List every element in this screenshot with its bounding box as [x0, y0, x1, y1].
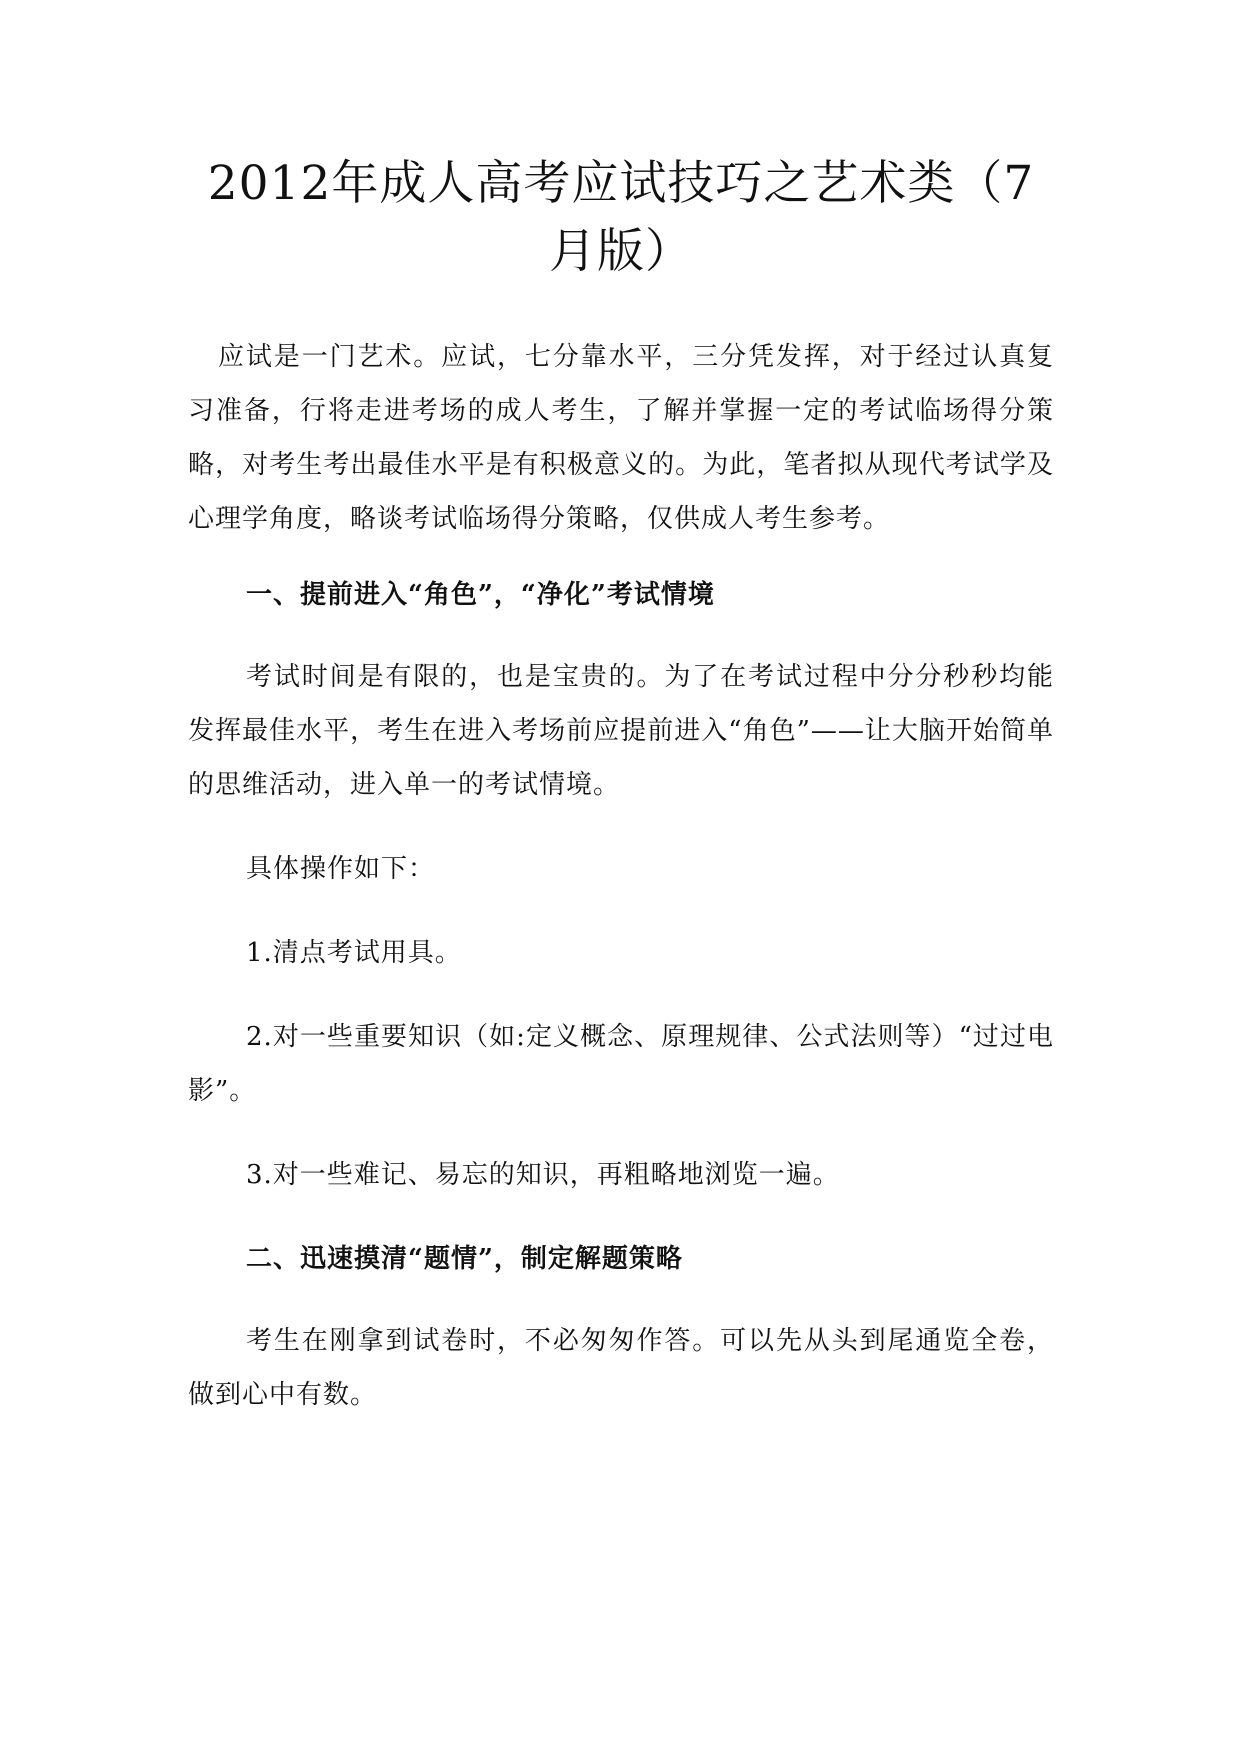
section-1-paragraph-2: 具体操作如下： — [246, 854, 436, 884]
section-1-list-item-2: 2.对一些重要知识（如:定义概念、原理规律、公式法则等）“过过电影”。 — [188, 1022, 1054, 1106]
section-1-paragraph-1: 考试时间是有限的，也是宝贵的。为了在考试过程中分分秒秒均能发挥最佳水平，考生在进入考场前应提前进入“角色”——让大脑开始简单的思维活动，进入单一的考试情境。 — [188, 662, 1054, 800]
section-1-heading: 一、提前进入“角色”，“净化”考试情境 — [246, 580, 715, 610]
intro-paragraph: 应试是一门艺术。应试，七分靠水平，三分凭发挥，对于经过认真复习准备，行将走进考场的成人考生，了解并掌握一定的考试临场得分策略，对考生考出最佳水平是有积极意义的。为此，笔者拟从现代考试学及心理学角度，略谈考试临场得分策略，仅供成人考生参考。 — [188, 342, 1054, 534]
section-1-list-item-3: 3.对一些难记、易忘的知识，再粗略地浏览一遍。 — [246, 1160, 840, 1190]
document-page — [188, 150, 1054, 1422]
section-2-paragraph-1: 考生在刚拿到试卷时，不必匆匆作答。可以先从头到尾通览全卷，做到心中有数。 — [188, 1326, 1054, 1410]
document-title: 2012年成人高考应试技巧之艺术类（7月版） — [207, 156, 1035, 279]
section-2-heading: 二、迅速摸清“题情”，制定解题策略 — [246, 1244, 683, 1274]
section-1-list-item-1: 1.清点考试用具。 — [246, 938, 462, 968]
